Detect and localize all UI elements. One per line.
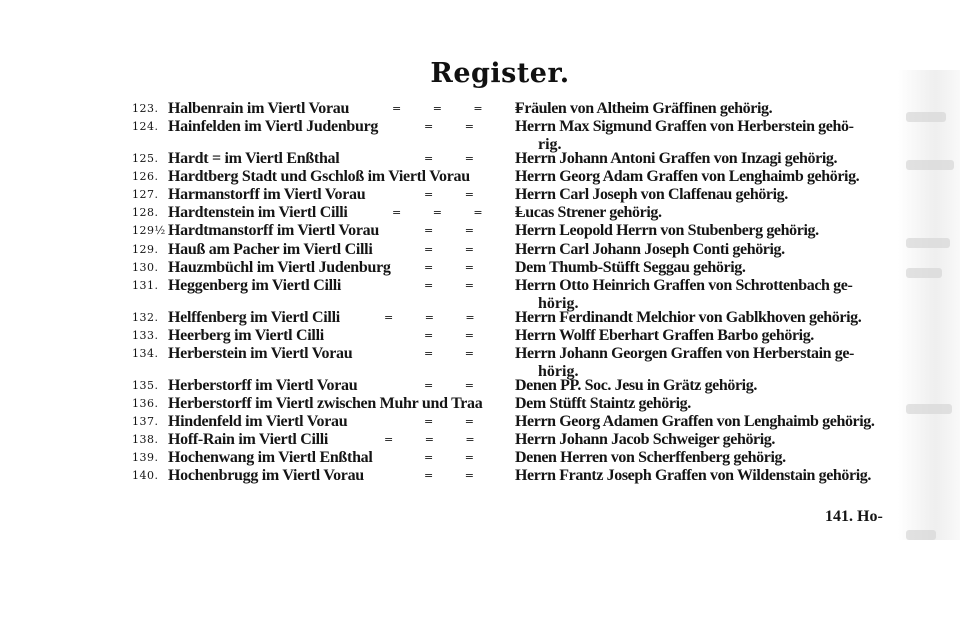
entry-place: Herberstorff im Viertl Vorau [168,377,358,394]
leader-marks: = = = = [392,206,538,219]
entry-place: Hardtenstein im Viertl Cilli [168,204,348,221]
entry-number: 128. [132,206,159,219]
entry-number: 123. [132,102,159,115]
register-entry [0,222,960,240]
entry-place: Harmanstorff im Viertl Vorau [168,186,366,203]
register-entry [0,150,960,168]
entry-owner: Dem Stüfft Staintz gehörig. [515,395,691,412]
leader-marks: = = [424,152,488,165]
entry-owner: Dem Thumb-Stüfft Seggau gehörig. [515,259,746,276]
entry-place: Herberstorff im Viertl zwischen Muhr und Traa [168,395,483,412]
entry-place: Hainfelden im Viertl Judenburg [168,118,379,135]
entry-owner: Denen PP. Soc. Jesu in Grätz gehörig. [515,377,757,394]
entry-number: 132. [132,311,159,324]
entry-owner: Herrn Johann Antoni Graffen von Inzagi gehörig. [515,150,838,167]
entry-place: Hochenwang im Viertl Enßthal [168,449,373,466]
entry-owner-continuation: hörig. [538,363,579,380]
entry-owner: Herrn Otto Heinrich Graffen von Schrottenbach ge- [515,277,853,294]
entry-place: Hochenbrugg im Viertl Vorau [168,467,364,484]
entry-owner: Lucas Strener gehörig. [515,204,662,221]
entry-owner: Herrn Georg Adam Graffen von Lenghaimb gehörig. [515,168,860,185]
register-entry [0,259,960,277]
entry-number: 137. [132,415,159,428]
entry-owner: Herrn Carl Johann Joseph Conti gehörig. [515,241,785,258]
entry-place: Hauzmbüchl im Viertl Judenburg [168,259,391,276]
leader-marks: = = [424,379,488,392]
register-entry [0,241,960,259]
entry-place: Helffenberg im Viertl Cilli [168,309,340,326]
register-entry [0,345,960,380]
register-entry [0,327,960,345]
entry-owner-continuation: hörig. [538,295,579,312]
register-entry [0,377,960,395]
entry-number: 129. [132,243,159,256]
register-entry [0,467,960,485]
entry-owner-continuation: rig. [538,136,562,153]
register-entry [0,168,960,186]
entry-number: 136. [132,397,159,410]
entry-number: 135. [132,379,159,392]
entry-owner: Herrn Frantz Joseph Graffen von Wildenstain gehörig. [515,467,871,484]
register-entry [0,277,960,312]
leader-marks: = = [424,451,488,464]
leader-marks: = = [424,224,488,237]
entry-number: 131. [132,279,159,292]
entry-place: Hardt = im Viertl Enßthal [168,150,340,167]
leader-marks: = = [424,347,488,360]
entry-place: Heerberg im Viertl Cilli [168,327,324,344]
leader-marks: = = [424,120,488,133]
register-entry [0,449,960,467]
register-entry [0,204,960,222]
leader-marks: = = = [384,311,489,324]
entry-owner: Herrn Carl Joseph von Claffenau gehörig. [515,186,788,203]
entry-owner: Herrn Wolff Eberhart Graffen Barbo gehörig. [515,327,814,344]
entry-owner: Herrn Leopold Herrn von Stubenberg gehörig. [515,222,819,239]
entry-number: 134. [132,347,159,360]
entry-place: Herberstein im Viertl Vorau [168,345,353,362]
entry-place: Hindenfeld im Viertl Vorau [168,413,348,430]
register-entry [0,186,960,204]
page-title: Register. [430,58,570,89]
entry-number: 126. [132,170,159,183]
entry-owner: Denen Herren von Scherffenberg gehörig. [515,449,786,466]
leader-marks: = = [424,415,488,428]
entry-number: 127. [132,188,159,201]
entry-place: Hardtberg Stadt und Gschloß im Viertl Vorau [168,168,470,185]
entry-place: Halbenrain im Viertl Vorau [168,100,350,117]
entry-number: 130. [132,261,159,274]
entry-place: Heggenberg im Viertl Cilli [168,277,342,294]
entry-owner: Herrn Johann Georgen Graffen von Herberstain ge- [515,345,854,362]
entry-number: 138. [132,433,159,446]
entry-place: Hoff-Rain im Viertl Cilli [168,431,329,448]
register-entry [0,309,960,327]
entry-owner: Herrn Ferdinandt Melchior von Gablkhoven gehörig. [515,309,862,326]
register-entry [0,431,960,449]
leader-marks: = = [424,469,488,482]
leader-marks: = = [424,261,488,274]
entry-owner: Fräulen von Altheim Gräffinen gehörig. [515,100,773,117]
entry-number: 139. [132,451,159,464]
entry-place: Hauß am Pacher im Viertl Cilli [168,241,373,258]
entry-number: 129½ [132,224,166,237]
entry-number: 124. [132,120,159,133]
entry-number: 133. [132,329,159,342]
register-entry [0,413,960,431]
catchword: 141. Ho- [825,508,883,525]
register-entry [0,395,960,413]
show-through-mark [906,530,936,540]
entry-owner: Herrn Georg Adamen Graffen von Lenghaimb gehörig. [515,413,875,430]
entry-number: 125. [132,152,159,165]
entry-place: Hardtmanstorff im Viertl Vorau [168,222,379,239]
leader-marks: = = = = [392,102,538,115]
entry-number: 140. [132,469,159,482]
entry-owner: Herrn Max Sigmund Graffen von Herberstein gehö- [515,118,854,135]
leader-marks: = = [424,279,488,292]
leader-marks: = = [424,329,488,342]
leader-marks: = = [424,188,488,201]
register-entry [0,100,960,118]
entry-owner: Herrn Johann Jacob Schweiger gehörig. [515,431,776,448]
leader-marks: = = = [384,433,489,446]
leader-marks: = = [424,243,488,256]
register-entry [0,118,960,153]
